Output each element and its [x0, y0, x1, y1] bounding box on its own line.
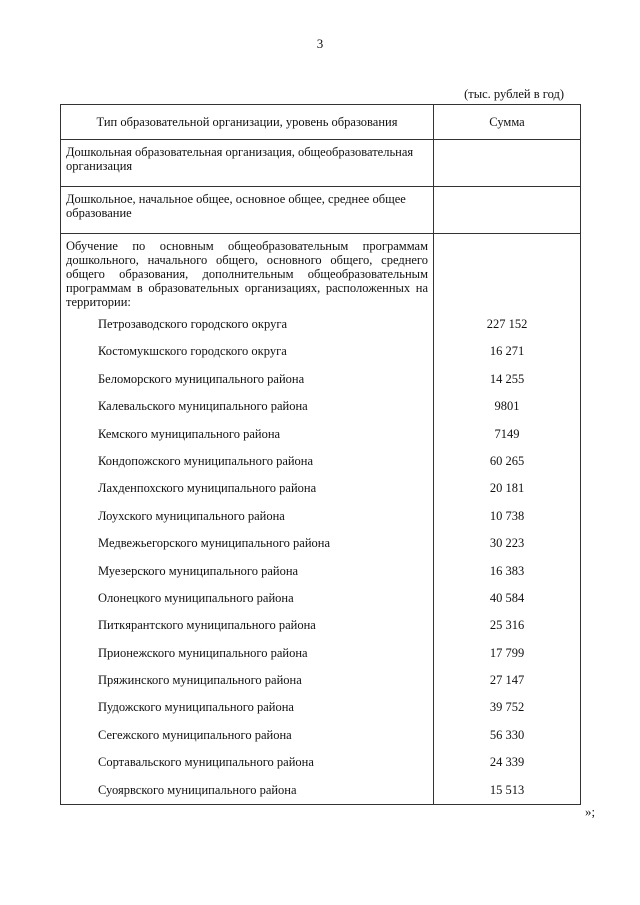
- territory-name: Кемского муниципального района: [98, 426, 281, 441]
- territory-sum: 27 147: [489, 673, 525, 688]
- territory-name: Сегежского муниципального района: [98, 727, 292, 742]
- territory-name: Прионежского муниципального района: [98, 645, 308, 660]
- territory-sum: 7149: [494, 426, 520, 441]
- territory-name: Медвежьегорского муниципального района: [98, 536, 331, 551]
- header-sum: Сумма: [434, 105, 581, 140]
- territory-sum: 15 513: [489, 782, 525, 797]
- territory-name: Лахденпохского муниципального района: [98, 481, 317, 496]
- territory-sum: 20 181: [489, 481, 525, 496]
- units-note: (тыс. рублей в год): [464, 87, 564, 101]
- territory-list: [66, 311, 428, 804]
- sum-spacer: [434, 234, 580, 311]
- territory-name: Калевальского муниципального района: [98, 399, 308, 414]
- funding-table: [60, 104, 581, 805]
- level-cell: Дошкольное, начальное общее, основное общее, среднее общее образование: [61, 187, 434, 234]
- category-row: [61, 140, 581, 187]
- category-sum-cell: [434, 140, 581, 187]
- territory-sum: 16 271: [489, 344, 525, 359]
- territory-sum: 24 339: [489, 755, 525, 770]
- territory-name: Суоярвского муниципального района: [98, 782, 297, 797]
- program-sum-cell: [434, 234, 581, 805]
- program-description: Обучение по основным общеобразовательным программам дошкольного, начального общего, основного общего, среднего общего образования, дополнительным общеобразовательным программам в образовательных организациях, расположенных на территории:: [66, 239, 428, 309]
- territory-name: Лоухского муниципального района: [98, 508, 285, 523]
- territory-sum: 227 152: [486, 317, 528, 331]
- territory-sum: 25 316: [489, 618, 525, 633]
- territory-sum: 30 223: [489, 536, 525, 551]
- territory-name: Беломорского муниципального района: [98, 371, 305, 386]
- program-row: [61, 234, 581, 805]
- territory-sum: 16 383: [489, 563, 525, 578]
- territory-name: Пудожского муниципального района: [98, 700, 294, 715]
- territory-sum: 56 330: [489, 727, 525, 742]
- category-cell: Дошкольная образовательная организация, общеобразовательная организация: [61, 140, 434, 187]
- territory-name: Олонецкого муниципального района: [98, 590, 294, 605]
- territory-sum: 9801: [494, 399, 520, 414]
- territory-sum: 39 752: [489, 700, 525, 715]
- sum-list: [434, 311, 580, 804]
- territory-name: Сортавальского муниципального района: [98, 755, 314, 770]
- table-header-row: [61, 105, 581, 140]
- territory-name: Петрозаводского городского округа: [98, 317, 287, 331]
- page-number: 3: [316, 36, 324, 51]
- territory-sum: 10 738: [489, 508, 525, 523]
- territory-sum: 40 584: [489, 590, 525, 605]
- territory-sum: 14 255: [489, 371, 525, 386]
- program-cell: [61, 234, 434, 805]
- territory-name: Муезерского муниципального района: [98, 563, 299, 578]
- level-row: [61, 187, 581, 234]
- territory-name: Пряжинского муниципального района: [98, 673, 302, 688]
- territory-name: Кондопожского муниципального района: [98, 453, 314, 468]
- closing-quote: »;: [585, 804, 596, 819]
- territory-sum: 60 265: [489, 453, 525, 468]
- level-sum-cell: [434, 187, 581, 234]
- territory-name: Питкярантского муниципального района: [98, 618, 316, 633]
- territory-name: Костомукшского городского округа: [98, 344, 287, 359]
- territory-sum: 17 799: [489, 645, 525, 660]
- header-type: Тип образовательной организации, уровень образования: [61, 105, 434, 140]
